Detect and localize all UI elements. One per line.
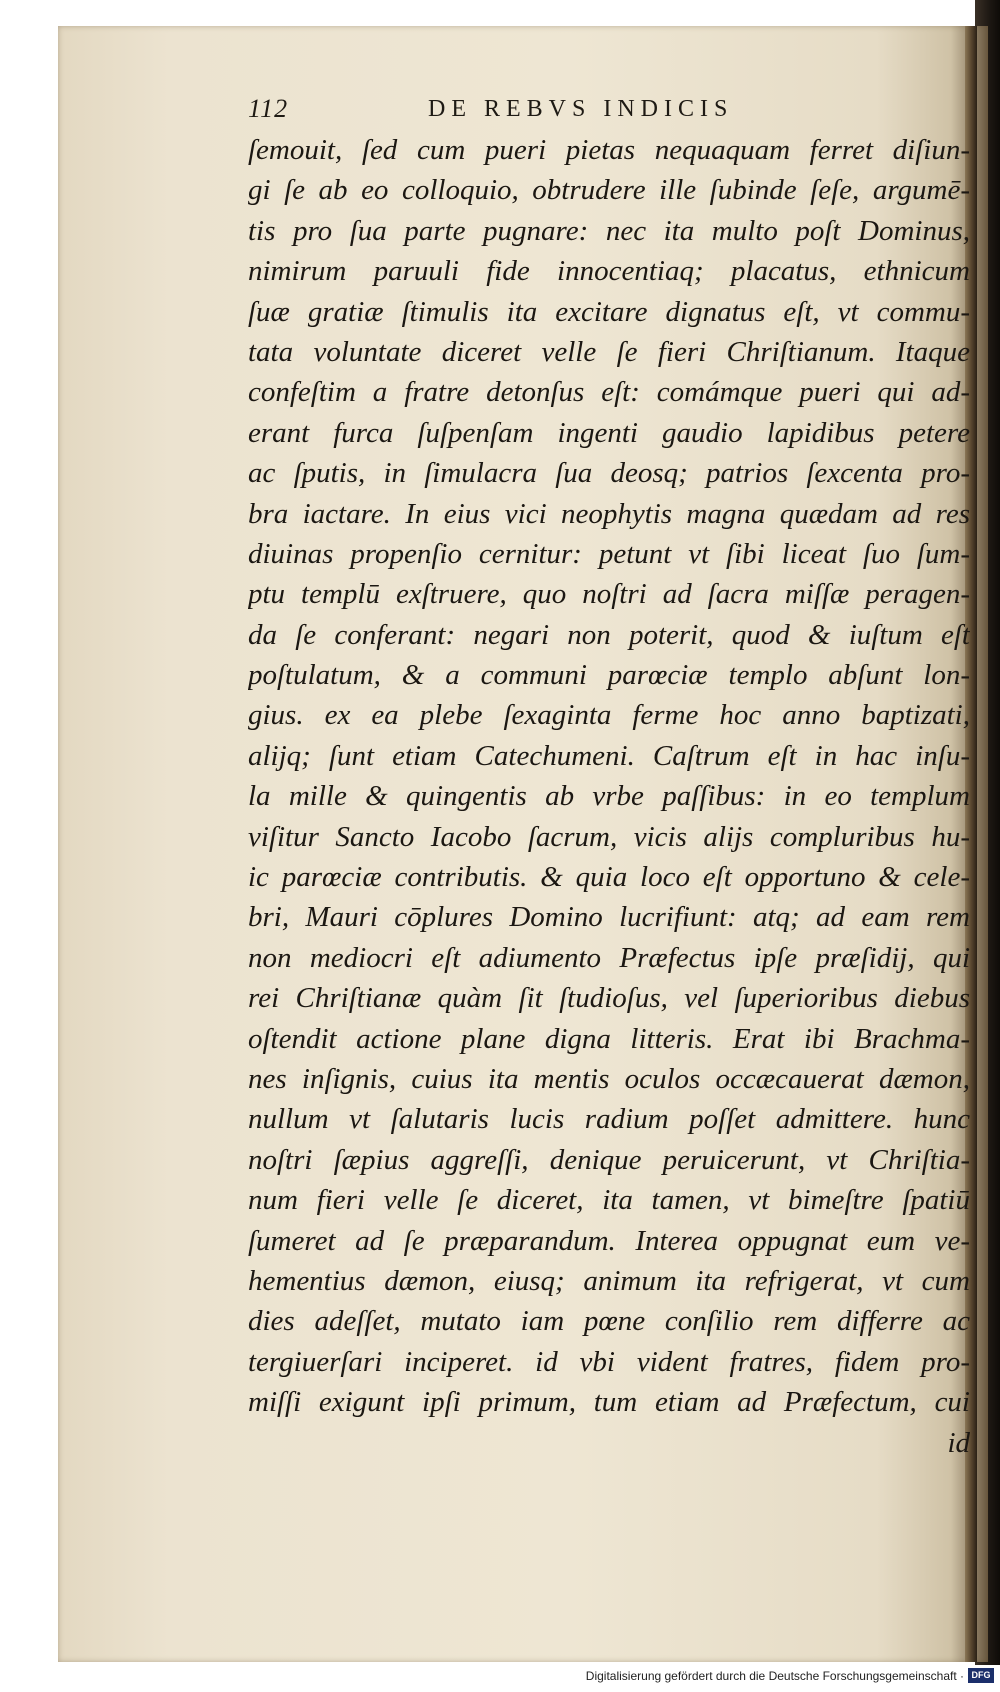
text-line: hementius dæmon, eiusq; animum ita refrigerat, vt cum: [248, 1264, 970, 1297]
dfg-logo-icon: DFG: [968, 1668, 994, 1683]
text-line: poſtulatum, & a communi parœciæ templo abſunt lon-: [248, 659, 970, 692]
text-line: nes inſignis, cuius ita mentis oculos occæcauerat dæmon,: [248, 1062, 970, 1095]
text-line: confeſtim a fratre detonſus eſt: comámque pueri qui ad-: [248, 376, 970, 409]
text-line: viſitur Sancto Iacobo ſacrum, vicis alijs compluribus hu-: [248, 820, 970, 853]
text-line: tergiuerſari inciperet. id vbi vident fratres, fidem pro-: [248, 1345, 970, 1378]
text-line: non mediocri eſt adiumento Præfectus ipſe præſidij, qui: [248, 941, 970, 974]
text-line: rei Chriſtianæ quàm ſit ſtudioſus, vel ſuperioribus diebus: [248, 982, 970, 1015]
text-line: miſſi exigunt ipſi primum, tum etiam ad Præfectum, cui: [248, 1386, 970, 1419]
funding-notice: Digitalisierung gefördert durch die Deutsche Forschungsgemeinschaft ·: [585, 1669, 964, 1683]
text-line: la mille & quingentis ab vrbe paſſibus: in eo templum: [248, 780, 970, 813]
page-number: 112: [248, 94, 289, 123]
text-line: ptu templū exſtruere, quo noſtri ad ſacra miſſæ peragen-: [248, 578, 970, 611]
text-line: dies adeſſet, mutato iam pœne conſilio rem differre ac: [248, 1305, 970, 1338]
scan-top-margin: [0, 0, 1000, 22]
text-line: ic parœciæ contributis. & quia loco eſt opportuno & cele-: [248, 861, 970, 894]
text-line: tis pro ſua parte pugnare: nec ita multo poſt Dominus,: [248, 214, 970, 247]
text-line: bra iactare. In eius vici neophytis magna quædam ad res: [248, 497, 970, 530]
text-line: num fieri velle ſe diceret, ita tamen, vt bimeſtre ſpatiū: [248, 1184, 970, 1217]
text-line: oſtendit actione plane digna litteris. Erat ibi Brachma-: [248, 1022, 970, 1055]
text-line: ſumeret ad ſe præparandum. Interea oppugnat eum ve-: [248, 1224, 970, 1257]
text-line: erant furca ſuſpenſam ingenti gaudio lapidibus petere: [248, 416, 970, 449]
text-line: da ſe conferant: negari non poterit, quod & iuſtum eſt: [248, 618, 970, 651]
body-text: [248, 130, 970, 1463]
running-head: DE REBVS INDICIS: [428, 96, 734, 122]
text-line: gius. ex ea plebe ſexaginta ferme hoc anno baptizati,: [248, 699, 970, 732]
text-line: ſuæ gratiæ ſtimulis ita excitare dignatus eſt, vt commu-: [248, 295, 970, 328]
text-line: ſemouit, ſed cum pueri pietas nequaquam ferret diſiun-: [248, 134, 970, 166]
text-line: nullum vt ſalutaris lucis radium poſſet admittere. hunc: [248, 1103, 970, 1136]
text-line: noſtri ſæpius aggreſſi, denique peruicerunt, vt Chriſtia-: [248, 1143, 970, 1176]
catchword: id: [947, 1426, 970, 1459]
page-header: [248, 94, 948, 128]
text-line: diuinas propenſio cernitur: petunt vt ſibi liceat ſuo ſum-: [248, 537, 970, 570]
text-line: ac ſputis, in ſimulacra ſua deosq; patrios ſexcenta pro-: [248, 457, 970, 490]
text-line: tata voluntate diceret velle ſe fieri Chriſtianum. Itaque: [248, 335, 970, 368]
text-line: alijq; ſunt etiam Catechumeni. Caſtrum eſt in hac inſu-: [248, 739, 970, 772]
text-line: bri, Mauri cōplures Domino lucrifiunt: atq; ad eam rem: [248, 901, 970, 934]
digitization-footer: [0, 1665, 1000, 1692]
text-line: nimirum paruuli fide innocentiaq; placatus, ethnicum: [248, 255, 970, 288]
text-line: gi ſe ab eo colloquio, obtrudere ille ſubinde ſeſe, argumē-: [248, 174, 970, 207]
